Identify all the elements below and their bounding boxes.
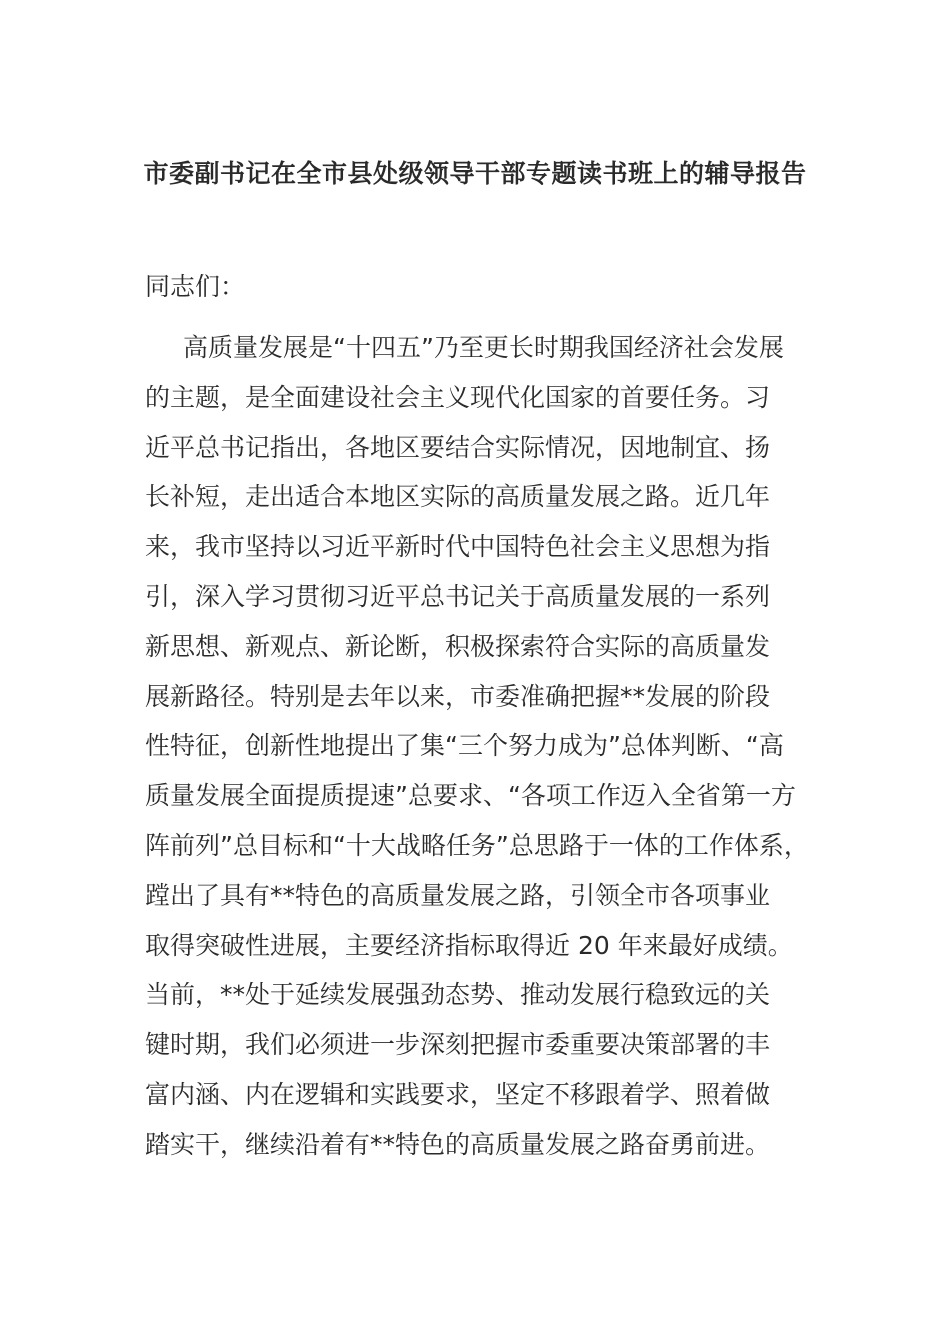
paragraph-line: 展新路径。特别是去年以来，市委准确把握**发展的阶段 [145, 681, 771, 711]
paragraph-line: 质量发展全面提质提速”总要求、“各项工作迈入全省第一方 [145, 781, 796, 811]
body-paragraph [145, 323, 845, 1170]
paragraph-line: 取得突破性进展，主要经济指标取得近 20 年来最好成绩。 [145, 930, 793, 960]
paragraph-line: 引，深入学习贯彻习近平总书记关于高质量发展的一系列 [145, 581, 771, 611]
paragraph-line: 新思想、新观点、新论断，积极探索符合实际的高质量发 [145, 631, 771, 661]
paragraph-line: 来，我市坚持以习近平新时代中国特色社会主义思想为指 [145, 532, 771, 562]
paragraph-line: 长补短，走出适合本地区实际的高质量发展之路。近几年 [145, 482, 771, 512]
paragraph-line: 近平总书记指出，各地区要结合实际情况，因地制宜、扬 [145, 432, 771, 462]
salutation: 同志们： [145, 272, 246, 301]
paragraph-line: 当前，**处于延续发展强劲态势、推动发展行稳致远的关 [145, 980, 771, 1010]
document-title: 市委副书记在全市县处级领导干部专题读书班上的辅导报告 [143, 159, 807, 188]
paragraph-line: 的主题，是全面建设社会主义现代化国家的首要任务。习 [145, 382, 771, 412]
paragraph-line: 富内涵、内在逻辑和实践要求，坚定不移跟着学、照着做 [145, 1079, 771, 1109]
paragraph-line: 键时期，我们必须进一步深刻把握市委重要决策部署的丰 [145, 1030, 771, 1060]
paragraph-line: 性特征，创新性地提出了集“三个努力成为”总体判断、“高 [145, 731, 784, 761]
paragraph-line: 蹚出了具有**特色的高质量发展之路，引领全市各项事业 [145, 880, 771, 910]
paragraph-line: 阵前列”总目标和“十大战略任务”总思路于一体的工作体系， [145, 830, 809, 860]
paragraph-line: 高质量发展是“十四五”乃至更长时期我国经济社会发展 [183, 333, 784, 362]
paragraph-line: 踏实干，继续沿着有**特色的高质量发展之路奋勇前进。 [145, 1129, 771, 1159]
